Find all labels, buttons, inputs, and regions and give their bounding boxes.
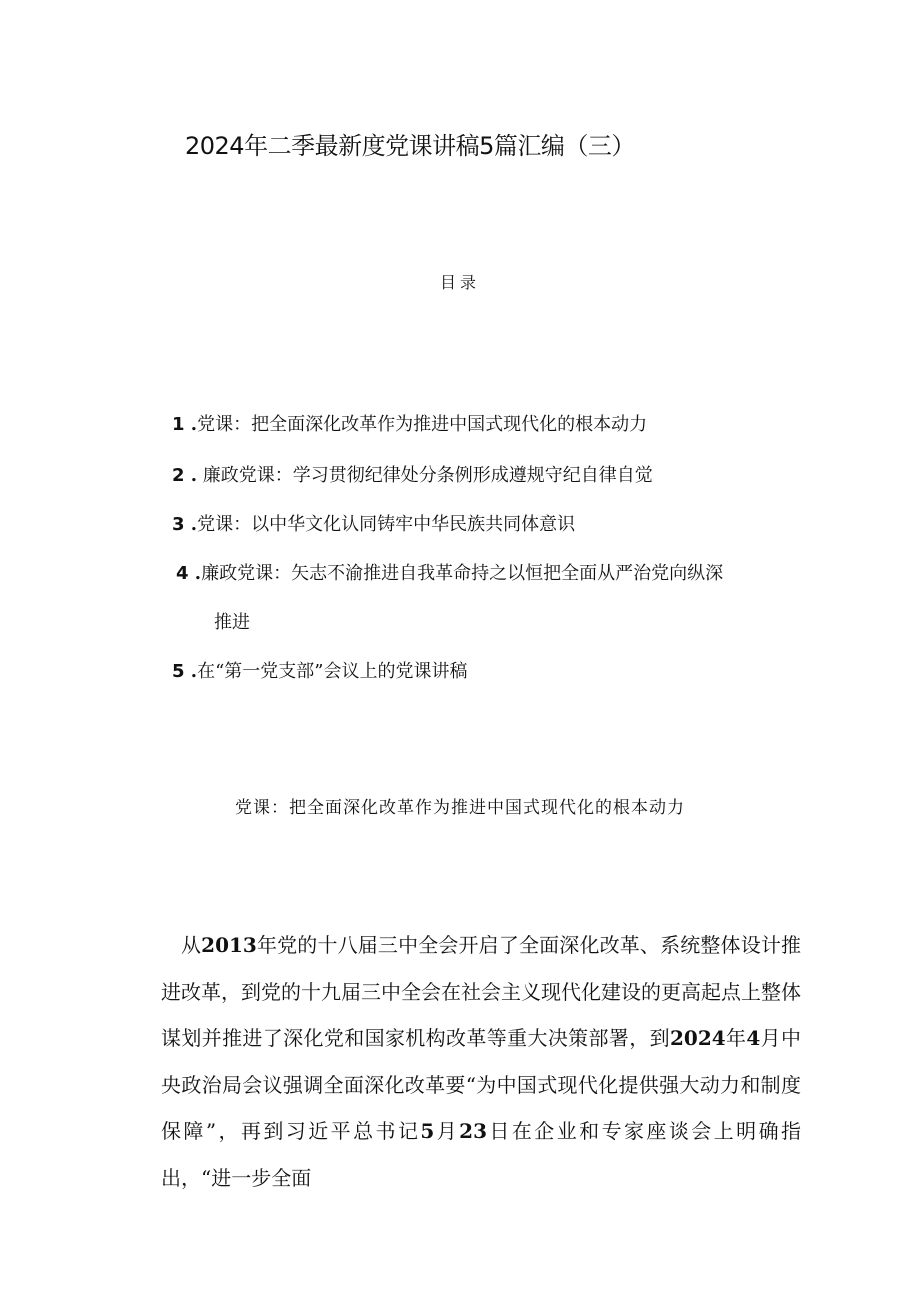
toc-item-label: 党课：以中华文化认同铸牢中华民族共同体意识 xyxy=(197,514,576,535)
toc-item-number: 2 xyxy=(172,465,185,486)
paragraph-number: 5 xyxy=(420,1119,435,1143)
document-title: 2024年二季最新度党课讲稿5篇汇编（三） xyxy=(185,132,635,160)
toc-item[interactable] xyxy=(172,510,575,536)
paragraph-number: 2024 xyxy=(669,1026,726,1050)
paragraph-text: 年 xyxy=(725,1026,747,1050)
toc-item-number: 3 xyxy=(172,514,185,535)
toc-item-separator: . xyxy=(184,465,198,486)
toc-item-continuation[interactable]: 推进 xyxy=(214,612,250,633)
toc-item-separator: . xyxy=(188,563,202,584)
paragraph-text: 从 xyxy=(181,933,202,957)
toc-item-number: 5 xyxy=(172,661,185,682)
paragraph-text: 月 xyxy=(434,1119,460,1143)
body-paragraph xyxy=(161,922,801,1201)
toc-item[interactable] xyxy=(172,461,653,487)
toc-item[interactable] xyxy=(176,559,723,585)
section-title: 党课：把全面深化改革作为推进中国式现代化的根本动力 xyxy=(235,798,685,818)
paragraph-number: 4 xyxy=(746,1026,761,1050)
paragraph-number: 23 xyxy=(459,1119,487,1143)
toc-item-separator: . xyxy=(184,514,198,535)
paragraph-text: 日在企业和专家座谈会上明确指出，“进一步全面 xyxy=(161,1119,801,1190)
toc-item-number: 4 xyxy=(176,563,189,584)
toc-item-label: 廉政党课：学习贯彻纪律处分条例形成遵规守纪自律自觉 xyxy=(197,465,653,486)
paragraph-number: 2013 xyxy=(201,933,257,957)
paragraph-text: 年党的十八届三中全会开启了全面深化改革、系统整体设计推进改革，到党的十九届三中全会在社会主义现代化建设的更高起点上整体谋划并推进了深化党和国家机构改革等重大决策部署，到 xyxy=(161,933,802,1050)
toc-item-label: 在“第一党支部”会议上的党课讲稿 xyxy=(197,661,468,682)
toc-item-number: 1 xyxy=(172,414,185,435)
paragraph-text: 月中央政治局会议强调全面深化改革要“为中国式现代化提供强大动力和制度保障”，再到习近平总书记 xyxy=(161,1026,802,1143)
toc-item-separator: . xyxy=(184,661,198,682)
toc-heading: 目录 xyxy=(439,273,480,292)
toc-item-separator: . xyxy=(184,414,198,435)
toc-item-label: 党课：把全面深化改革作为推进中国式现代化的根本动力 xyxy=(197,414,648,435)
toc-item-label: 廉政党课：矢志不渝推进自我革命持之以恒把全面从严治党向纵深 xyxy=(201,563,724,584)
toc-item[interactable] xyxy=(172,410,647,436)
toc-item[interactable] xyxy=(172,657,467,683)
